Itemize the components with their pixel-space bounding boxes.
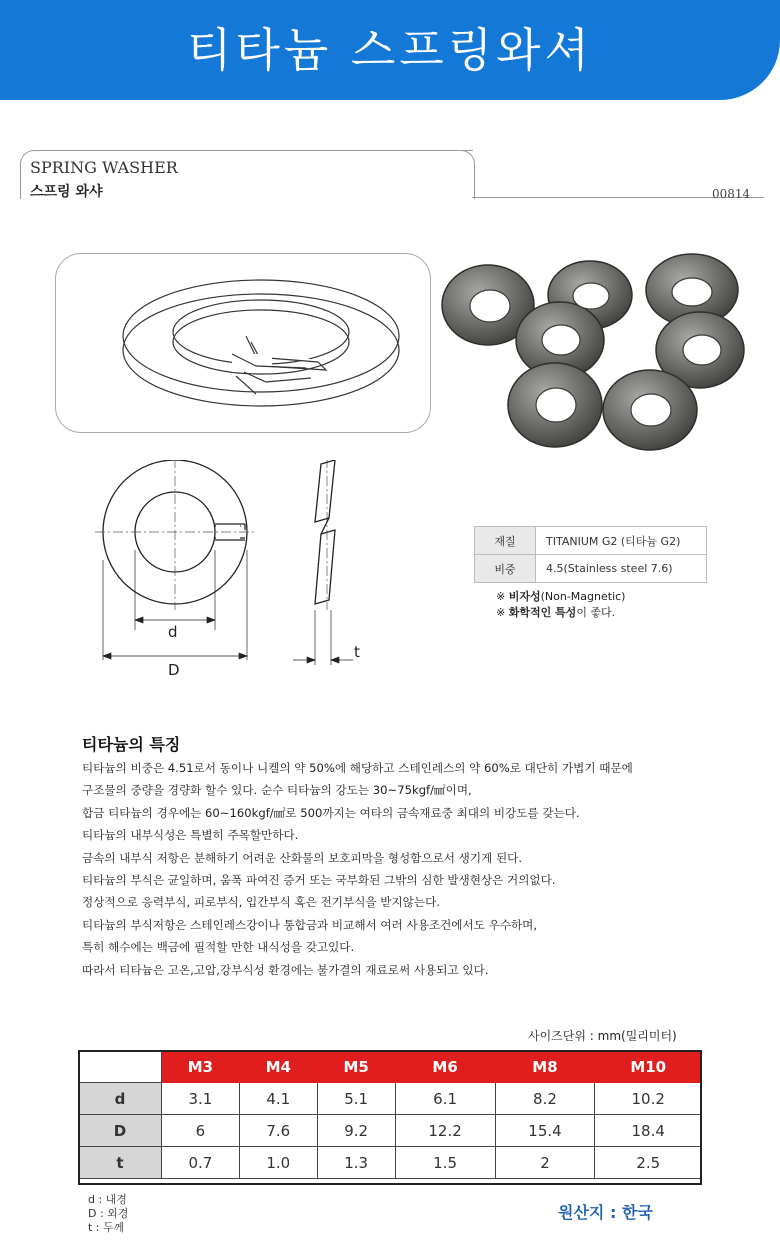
feature-line: 금속의 내부식 저항은 분해하기 어려운 산화물의 보호피막을 형성함으로서 생기게 된다. bbox=[82, 850, 523, 865]
row-label-d: d bbox=[79, 1083, 162, 1115]
table-cell: 10.2 bbox=[595, 1083, 702, 1115]
feature-line: 티타늄의 비중은 4.51로서 동이나 니켈의 약 50%에 해당하고 스테인레스의 약 60%로 대단히 가볍기 때문에 bbox=[82, 761, 633, 775]
table-cell: 12.2 bbox=[395, 1115, 495, 1147]
feature-line: 정상적으로 응력부식, 피로부식, 입간부식 혹은 전기부식을 받지않는다. bbox=[82, 895, 440, 910]
table-cell: 6 bbox=[162, 1115, 240, 1147]
outer-diameter-label: D bbox=[168, 661, 180, 679]
table-cell: 18.4 bbox=[595, 1115, 702, 1147]
washer-perspective-svg bbox=[56, 254, 430, 432]
size-header-m6: M6 bbox=[395, 1051, 495, 1083]
features-text bbox=[82, 757, 742, 981]
origin-label: 원산지 : 한국 bbox=[558, 1203, 653, 1222]
spec-key: 재질 bbox=[475, 527, 536, 555]
note-bold: 화학적인 특성 bbox=[508, 606, 577, 619]
washers-photo bbox=[440, 250, 770, 455]
technical-drawing bbox=[95, 460, 385, 690]
legend-outer-diameter: D : 외경 bbox=[88, 1207, 129, 1220]
size-header-m5: M5 bbox=[317, 1051, 395, 1083]
table-row bbox=[79, 1115, 702, 1147]
legend-inner-diameter: d : 내경 bbox=[88, 1193, 127, 1206]
feature-line: 따라서 티타늄은 고온,고압,강부식성 환경에는 불가결의 재료로써 사용되고 있다. bbox=[82, 962, 489, 977]
table-cell: 8.2 bbox=[495, 1083, 595, 1115]
table-cell: 0.7 bbox=[162, 1147, 240, 1179]
title-banner bbox=[0, 0, 780, 100]
legend-thickness: t : 두께 bbox=[88, 1221, 125, 1234]
features-heading: 티타늄의 특징 bbox=[82, 735, 181, 754]
size-table bbox=[78, 1050, 702, 1179]
table-cell: 1.5 bbox=[395, 1147, 495, 1179]
note-rest: 이 좋다. bbox=[576, 606, 616, 619]
row-label-t: t bbox=[79, 1147, 162, 1179]
inner-diameter-label: d bbox=[168, 623, 178, 641]
feature-line: 특히 해수에는 백금에 필적할 만한 내식성을 갖고있다. bbox=[82, 940, 355, 955]
section-title-korean: 스프링 와샤 bbox=[30, 184, 103, 200]
note-chemical bbox=[496, 604, 615, 620]
spec-row-density bbox=[475, 555, 707, 583]
dimension-legend bbox=[88, 1193, 128, 1235]
note-rest: (Non-Magnetic) bbox=[540, 590, 626, 603]
size-header-m8: M8 bbox=[495, 1051, 595, 1083]
note-mark: ※ bbox=[496, 590, 506, 603]
material-spec-table bbox=[474, 526, 707, 583]
spec-value: TITANIUM G2 (티타늄 G2) bbox=[536, 527, 707, 555]
section-header-corner bbox=[440, 150, 475, 199]
table-cell: 3.1 bbox=[162, 1083, 240, 1115]
table-cell: 15.4 bbox=[495, 1115, 595, 1147]
feature-line: 티타늄의 부식저항은 스테인레스강이나 통합금과 비교해서 여러 사용조건에서도 우수하며, bbox=[82, 917, 538, 932]
table-cell: 2 bbox=[495, 1147, 595, 1179]
table-cell: 9.2 bbox=[317, 1115, 395, 1147]
table-cell: 2.5 bbox=[595, 1147, 702, 1179]
feature-line: 합금 티타늄의 경우에는 60~160kgf/㎟로 500까지는 여타의 금속재료중 최대의 비강도를 갖는다. bbox=[82, 805, 580, 820]
table-corner-cell bbox=[79, 1051, 162, 1083]
table-row bbox=[79, 1083, 702, 1115]
feature-line: 티타늄의 부식은 균일하며, 움푹 파여진 증거 또는 국부화된 그밖의 심한 발생현상은 거의없다. bbox=[82, 873, 556, 888]
spec-row-material bbox=[475, 527, 707, 555]
table-cell: 5.1 bbox=[317, 1083, 395, 1115]
table-cell: 4.1 bbox=[239, 1083, 317, 1115]
thickness-label: t bbox=[354, 643, 360, 661]
note-mark: ※ bbox=[496, 606, 506, 619]
table-cell: 6.1 bbox=[395, 1083, 495, 1115]
spec-key: 비중 bbox=[475, 555, 536, 583]
washer-perspective-drawing bbox=[55, 253, 431, 433]
size-header-row bbox=[79, 1051, 702, 1083]
row-label-D: D bbox=[79, 1115, 162, 1147]
feature-line: 티타늄의 내부식성은 특별히 주목할만하다. bbox=[82, 828, 299, 843]
note-bold: 비자성 bbox=[508, 590, 541, 603]
feature-line: 구조물의 중량을 경량화 할수 있다. 순수 티타늄의 강도는 30~75kgf/㎟이며, bbox=[82, 783, 472, 798]
table-cell: 1.0 bbox=[239, 1147, 317, 1179]
size-header-m3: M3 bbox=[162, 1051, 240, 1083]
spec-value: 4.5(Stainless steel 7.6) bbox=[536, 555, 707, 583]
table-cell: 7.6 bbox=[239, 1115, 317, 1147]
product-code: 00814 bbox=[712, 187, 751, 201]
size-header-m4: M4 bbox=[239, 1051, 317, 1083]
page-title: 티타늄 스프링와셔 bbox=[186, 23, 594, 77]
note-non-magnetic bbox=[496, 588, 625, 604]
washers-photo-svg bbox=[440, 250, 770, 455]
table-row bbox=[79, 1147, 702, 1179]
unit-note: 사이즈단위 : mm(밀리미터) bbox=[528, 1029, 677, 1043]
section-title-english: SPRING WASHER bbox=[30, 158, 178, 177]
table-cell: 1.3 bbox=[317, 1147, 395, 1179]
size-header-m10: M10 bbox=[595, 1051, 702, 1083]
